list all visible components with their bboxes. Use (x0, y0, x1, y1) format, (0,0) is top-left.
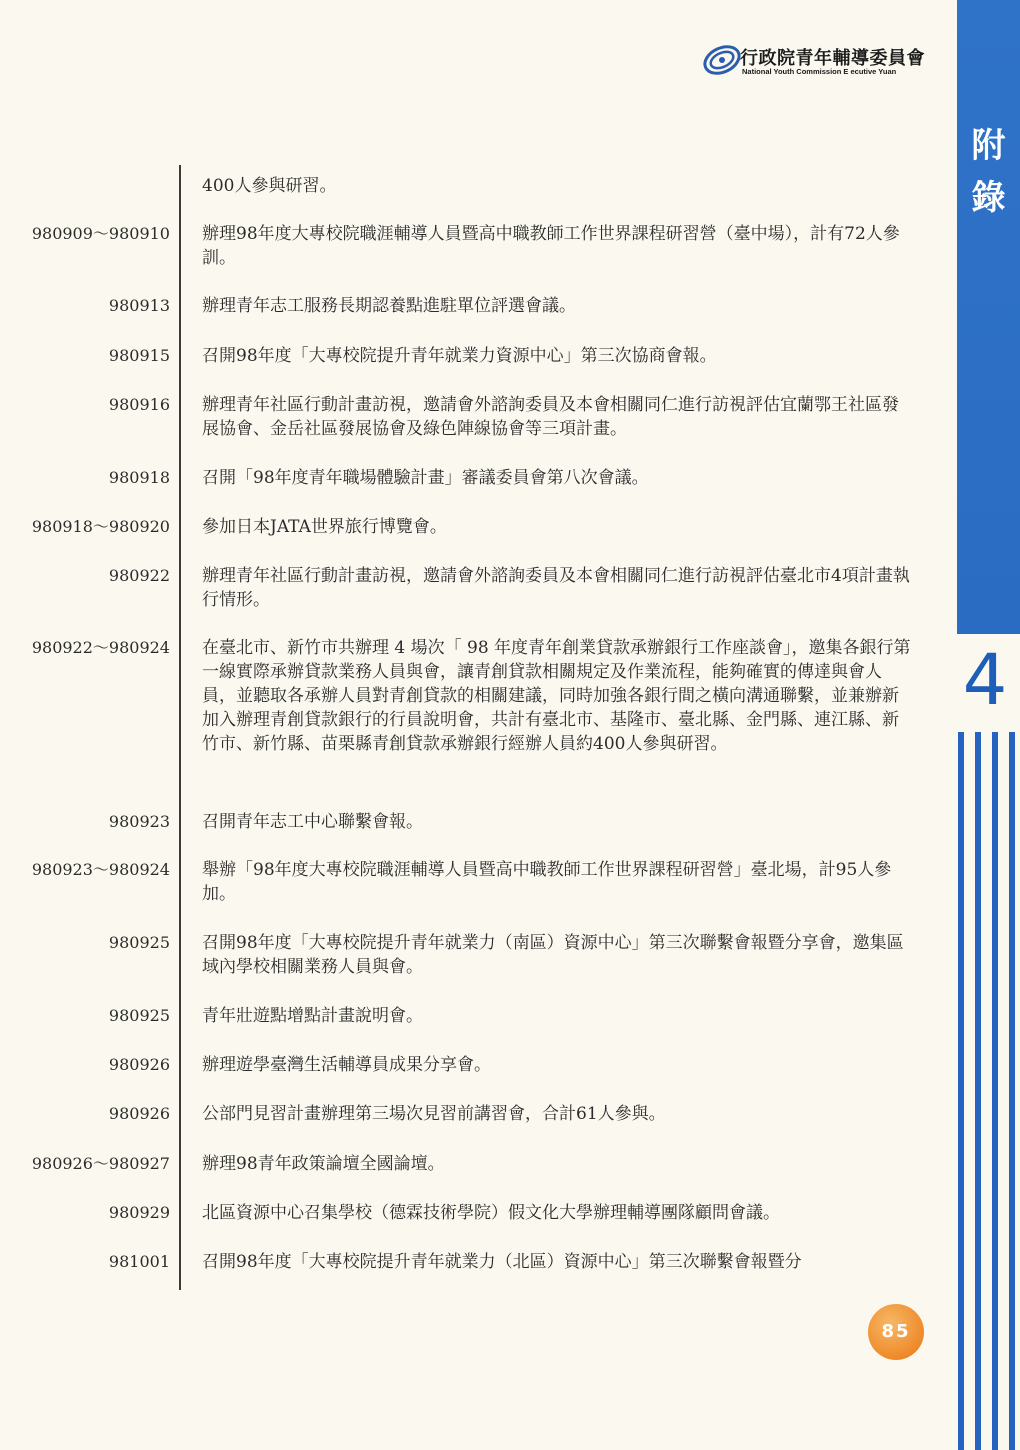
entry-text: 辦理遊學臺灣生活輔導員成果分享會。 (202, 1055, 491, 1075)
org-logo (700, 40, 940, 80)
entry-text: 召開98年度「大專校院提升青年就業力資源中心」第三次協商會報。 (202, 346, 717, 366)
entry-date: 980923 (108, 812, 170, 831)
entry-date: 980915 (108, 346, 170, 365)
entry-date: 980922～980924 (31, 638, 170, 657)
entry-date: 981001 (108, 1252, 170, 1271)
entry-text: 召開98年度「大專校院提升青年就業力（北區）資源中心」第三次聯繫會報暨分 (202, 1252, 802, 1272)
entry-text: 召開青年志工中心聯繫會報。 (202, 812, 423, 832)
entry-text: 辦理青年志工服務長期認養點進駐單位評選會議。 (202, 296, 576, 316)
timeline-divider (179, 165, 181, 1290)
entry-date: 980925 (108, 1006, 170, 1025)
section-label (957, 120, 1020, 224)
entry-text: 在臺北市、新竹市共辦理 4 場次「 98 年度青年創業貸款承辦銀行工作座談會」，邀集各銀行第一線實際承辦貸款業務人員與會，讓青創貸款相關規定及作業流程，能夠確實的傳達與會人員，並聽取各承辦人員對青創貸款的相關建議，同時加強各銀行間之橫向溝通聯繫，並兼辦新加入辦理青創貸款銀行的行員說明會，共計有臺北市、基隆市、臺北縣、金門縣、連江縣、新竹市、新竹縣、苗栗縣青創貸款承辦銀行經辦人員約400人參與研習。 (202, 638, 911, 754)
entry-text: 青年壯遊點增點計畫說明會。 (202, 1006, 423, 1026)
entry-date: 980916 (108, 395, 170, 414)
entry-text: 舉辦「98年度大專校院職涯輔導人員暨高中職教師工作世界課程研習營」臺北場，計95人參加。 (202, 860, 892, 904)
section-tab (957, 0, 1020, 634)
stripe (975, 732, 981, 1450)
entry-text: 辦理青年社區行動計畫訪視，邀請會外諮詢委員及本會相關同仁進行訪視評估臺北市4項計畫執行情形。 (202, 566, 910, 610)
entry-text: 辦理98年度大專校院職涯輔導人員暨高中職教師工作世界課程研習營（臺中場），計有72人參訓。 (202, 224, 900, 268)
entry-date: 980926 (108, 1104, 170, 1123)
entry-date: 980918～980920 (31, 517, 170, 536)
org-name: 行政院青年輔導委員會 (740, 48, 925, 69)
stripe (958, 732, 964, 1450)
entry-text: 北區資源中心召集學校（德霖技術學院）假文化大學辦理輔導團隊顧問會議。 (202, 1203, 780, 1223)
chapter-number: 4 (962, 639, 1008, 721)
entry-text: 400人參與研習。 (202, 176, 337, 196)
stripe (1009, 732, 1015, 1450)
entry-text: 參加日本JATA世界旅行博覽會。 (202, 517, 447, 537)
page-number: 85 (868, 1304, 924, 1360)
entry-text: 辦理98青年政策論壇全國論壇。 (202, 1154, 445, 1174)
entry-date: 980926～980927 (31, 1154, 170, 1173)
entry-date: 980925 (108, 933, 170, 952)
org-name-en: National Youth Commission E ecutive Yuan (742, 67, 897, 76)
entry-date: 980926 (108, 1055, 170, 1074)
entry-text: 公部門見習計畫辦理第三場次見習前講習會，合計61人參與。 (202, 1104, 666, 1124)
entry-text: 召開「98年度青年職場體驗計畫」審議委員會第八次會議。 (202, 468, 649, 488)
entry-date: 980918 (108, 468, 170, 487)
entry-date: 980913 (108, 296, 170, 315)
decorative-stripes (958, 732, 1018, 1450)
org-emblem-icon (700, 42, 744, 78)
entry-date: 980929 (108, 1203, 170, 1222)
entry-text: 辦理青年社區行動計畫訪視，邀請會外諮詢委員及本會相關同仁進行訪視評估宜蘭鄂王社區發展協會、金岳社區發展協會及綠色陣線協會等三項計畫。 (202, 395, 899, 439)
stripe (992, 732, 998, 1450)
section-label-text: 附錄 (971, 126, 1006, 218)
entry-text: 召開98年度「大專校院提升青年就業力（南區）資源中心」第三次聯繫會報暨分享會，邀集區域內學校相關業務人員與會。 (202, 933, 904, 977)
entry-date: 980909～980910 (31, 224, 170, 243)
entry-date: 980923～980924 (31, 860, 170, 879)
entry-date: 980922 (108, 566, 170, 585)
